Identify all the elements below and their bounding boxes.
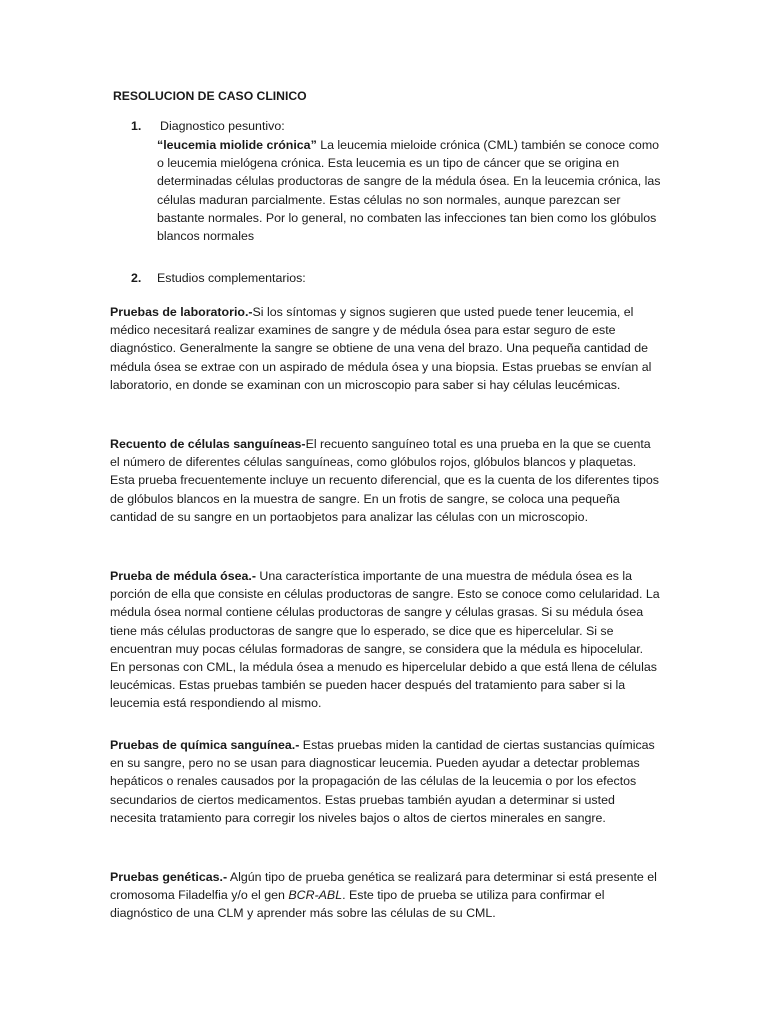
list-item-label: Estudios complementarios: bbox=[157, 271, 306, 285]
section-text: Una característica importante de una muestra de médula ósea es la porción de ella que consiste en células productoras de sangre. Esto se conoce como celularidad. La médula ósea normal contiene células productoras de sangre y células grasas. Si su médula ósea tiene más células productoras de sangre que lo esperado, se dice que es hipercelular. Si se encuentran muy pocas células formadoras de sangre, se considera que la médula es hipocelular. En personas con CML, la médula ósea a menudo es hipercelular debido a que está llena de células leucémicas. Estas pruebas también se pueden hacer después del tratamiento para saber si la leucemia está respondiendo al mismo. bbox=[110, 569, 660, 711]
section-heading: Pruebas de química sanguínea.- bbox=[110, 738, 300, 752]
section-laboratory-tests bbox=[110, 303, 661, 394]
page-title: RESOLUCION DE CASO CLINICO bbox=[113, 89, 307, 103]
section-text: Estas pruebas miden la cantidad de ciertas sustancias químicas en su sangre, pero no se usan para diagnosticar leucemia. Pueden ayudar a detectar problemas hepáticos o renales causados por la propagación de las células de la leucemia o por los efectos secundarios de ciertos medicamentos. Estas pruebas también ayudan a determinar si usted necesita tratamiento para corregir los niveles bajos o altos de ciertos minerales en sangre. bbox=[110, 738, 655, 825]
section-text: Algún tipo de prueba genética se realizará para determinar si está presente el cromosoma Filadelfia y/o el gen bbox=[110, 870, 657, 903]
section-heading: Prueba de médula ósea.- bbox=[110, 569, 256, 583]
gene-name: BCR-ABL bbox=[288, 888, 343, 903]
section-text: Si los síntomas y signos sugieren que usted puede tener leucemia, el médico necesitará realizar examines de sangre y de médula ósea para estar seguro de este diagnóstico. Generalmente la sangre se obtiene de una vena del brazo. Una pequeña cantidad de médula ósea se extrae con un aspirado de médula ósea y una biopsia. Estas pruebas se envían al laboratorio, en donde se examinan con un microscopio para saber si hay células leucémicas. bbox=[110, 305, 652, 392]
section-heading: Pruebas de laboratorio.- bbox=[110, 305, 253, 319]
section-text: El recuento sanguíneo total es una prueba en la que se cuenta el número de diferentes células sanguíneas, como glóbulos rojos, glóbulos blancos y plaquetas. Esta prueba frecuentemente incluye un recuento diferencial, que es la cuenta de los diferentes tipos de glóbulos blancos en la muestra de sangre. En un frotis de sangre, se coloca una pequeña cantidad de su sangre en un portaobjetos para analizar las células con un microscopio. bbox=[110, 437, 659, 524]
list-item-label: Diagnostico pesuntivo: bbox=[160, 119, 285, 133]
section-blood-count bbox=[110, 435, 661, 526]
section-bone-marrow bbox=[110, 567, 661, 713]
list-number: 2. bbox=[131, 271, 142, 285]
diagnosis-name: “leucemia miolide crónica” bbox=[157, 138, 317, 152]
section-heading: Pruebas genéticas.- bbox=[110, 870, 228, 884]
section-blood-chemistry bbox=[110, 736, 661, 827]
diagnosis-text bbox=[157, 136, 662, 245]
section-genetic-tests bbox=[110, 868, 661, 923]
list-number: 1. bbox=[131, 119, 142, 133]
section-heading: Recuento de células sanguíneas- bbox=[110, 437, 306, 451]
diagnosis-description: La leucemia mieloide crónica (CML) también se conoce como o leucemia mielógena crónica. Esta leucemia es un tipo de cáncer que se origina en determinadas células productoras de sangre de la médula ósea. En la leucemia crónica, las células maduran parcialmente. Estas células no son normales, aunque parezcan ser bastante normales. Por lo general, no combaten las infecciones tan bien como los glóbulos blancos normales bbox=[157, 138, 661, 244]
section-text: . Este tipo de prueba se utiliza para confirmar el diagnóstico de una CLM y aprender más sobre las células de su CML. bbox=[110, 888, 605, 921]
